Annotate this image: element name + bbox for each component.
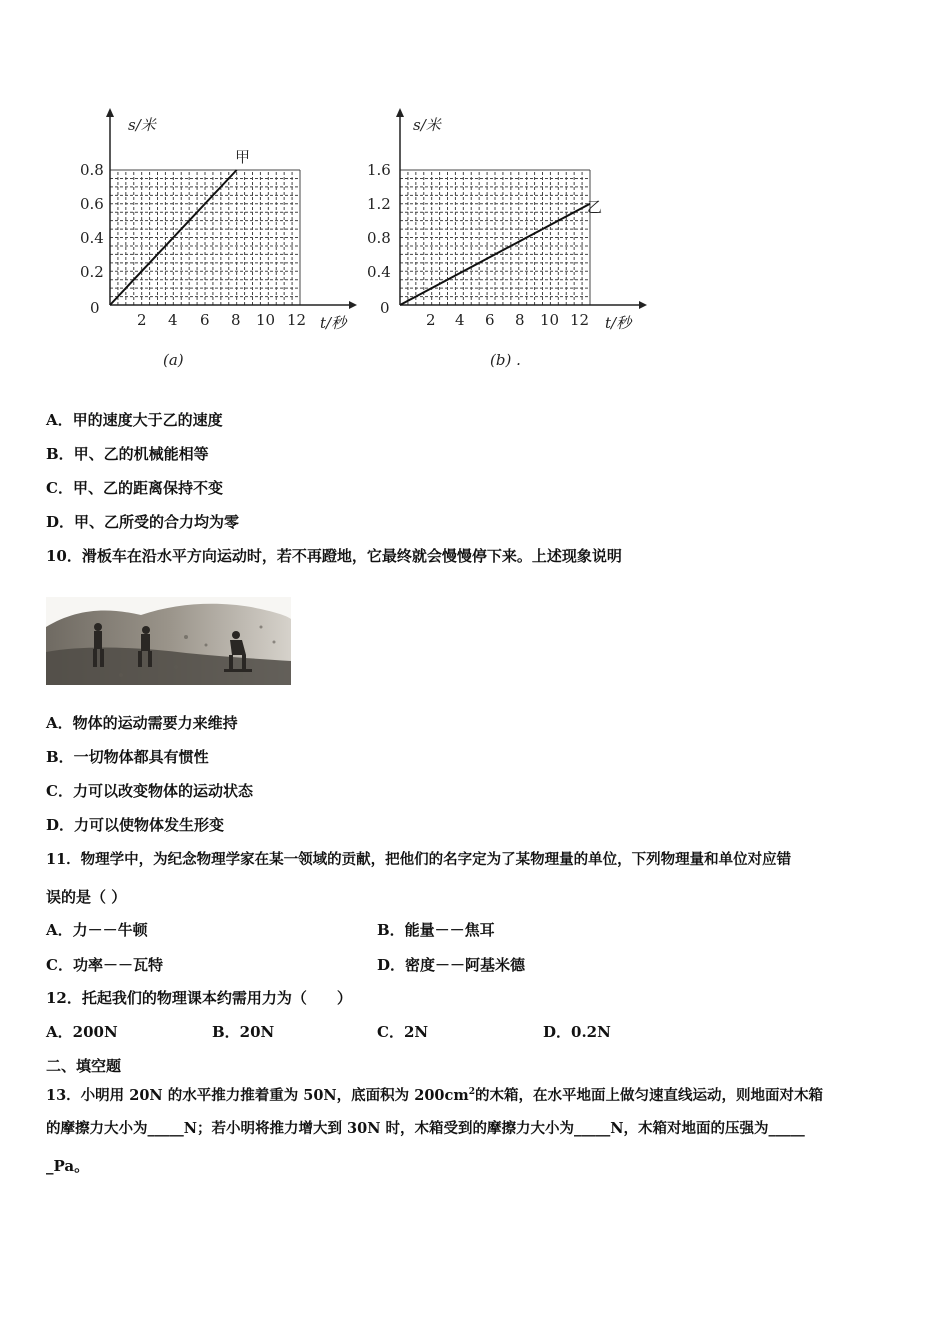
q10-option-c: C．力可以改变物体的运动状态	[46, 782, 253, 800]
q12-stem: 12．托起我们的物理课本约需用力为（ ）	[46, 989, 352, 1007]
graph-a-x-axis-label: t/秒	[320, 314, 347, 332]
graph-b-x-tick-1: 4	[455, 311, 465, 329]
graph-a-origin-label: 0	[90, 299, 100, 317]
q12-option-d: D．0.2N	[543, 1023, 611, 1041]
q10-option-b: B．一切物体都具有惯性	[46, 748, 209, 766]
q13-line3: _Pa。	[46, 1157, 90, 1175]
graph-a-x-tick-0: 2	[137, 311, 147, 329]
q11-option-a: A．力－－牛顿	[46, 921, 148, 939]
graph-a-grid	[110, 170, 300, 305]
graph-a-caption: (a)	[163, 351, 184, 369]
q9-option-d: D．甲、乙所受的合力均为零	[46, 513, 240, 531]
graph-a-y-tick-3: 0.2	[80, 263, 104, 281]
graph-b-y-tick-2: 0.8	[367, 229, 391, 247]
graph-a-x-tick-5: 12	[287, 311, 307, 329]
graph-b-x-tick-4: 10	[540, 311, 560, 329]
graph-b-x-tick-0: 2	[426, 311, 436, 329]
graph-a-y-tick-1: 0.6	[80, 195, 104, 213]
q12-option-b: B．20N	[212, 1023, 275, 1041]
graph-a	[60, 100, 370, 380]
q10-option-a: A．物体的运动需要力来维持	[46, 714, 238, 732]
q12-option-c: C．2N	[377, 1023, 429, 1041]
graph-a-svg	[60, 100, 370, 380]
graph-a-y-axis-label: s/米	[128, 116, 156, 134]
q13-line1-superscript: 2	[468, 1087, 475, 1097]
graph-a-y-tick-0: 0.8	[80, 161, 104, 179]
q9-option-c: C．甲、乙的距离保持不变	[46, 479, 223, 497]
graph-b-caption: (b) .	[490, 351, 521, 369]
q11-stem-line1: 11．物理学中，为纪念物理学家在某一领域的贡献，把他们的名字定为了某物理量的单位，下列物理量和单位对应错	[46, 851, 792, 868]
skateboard-photo-illustration	[46, 597, 291, 685]
graph-a-x-tick-3: 8	[231, 311, 241, 329]
q12-option-a: A．200N	[46, 1023, 118, 1041]
q11-option-c: C．功率－－瓦特	[46, 956, 163, 974]
graph-b	[350, 100, 660, 380]
graph-b-x-tick-3: 8	[515, 311, 525, 329]
graph-b-svg	[350, 100, 660, 380]
q9-option-a: A．甲的速度大于乙的速度	[46, 411, 223, 429]
graph-a-x-tick-2: 6	[200, 311, 210, 329]
graph-b-grid	[400, 170, 590, 305]
q13-line2: 的摩擦力大小为_____N；若小明将推力增大到 30N 时，木箱受到的摩擦力大小为_____N，木箱对地面的压强为_____	[46, 1120, 805, 1137]
q13-line1-post: 的木箱，在水平地面上做匀速直线运动，则地面对木箱	[474, 1086, 823, 1104]
graph-b-y-axis-label: s/米	[413, 116, 441, 134]
q13-line1-pre: 13．小明用 20N 的水平推力推着重为 50N，底面积为 200cm	[46, 1086, 469, 1104]
q9-option-b: B．甲、乙的机械能相等	[46, 445, 209, 463]
skateboard-photo	[46, 597, 291, 685]
q11-option-d: D．密度－－阿基米德	[377, 956, 526, 974]
graph-b-line-label: 乙	[587, 198, 603, 216]
graph-b-origin-label: 0	[380, 299, 390, 317]
q10-stem: 10．滑板车在沿水平方向运动时，若不再蹬地，它最终就会慢慢停下来。上述现象说明	[46, 547, 622, 565]
graph-b-x-tick-2: 6	[485, 311, 495, 329]
graph-b-y-tick-3: 0.4	[367, 263, 391, 281]
graph-b-y-tick-0: 1.6	[367, 161, 391, 179]
q11-stem-line2: 误的是（ ）	[46, 888, 127, 906]
graph-a-x-tick-4: 10	[256, 311, 276, 329]
graph-a-y-arrow	[106, 108, 114, 117]
graph-a-line-label: 甲	[235, 148, 251, 166]
graph-a-x-tick-1: 4	[168, 311, 178, 329]
section-title-fill-blank: 二、填空题	[46, 1057, 122, 1075]
graph-b-y-tick-1: 1.2	[367, 195, 391, 213]
graph-a-y-tick-2: 0.4	[80, 229, 104, 247]
graph-b-y-arrow	[396, 108, 404, 117]
graph-b-x-arrow	[639, 301, 647, 309]
graph-b-x-tick-5: 12	[570, 311, 590, 329]
q13-line1	[46, 1082, 823, 1106]
q11-option-b: B．能量－－焦耳	[377, 921, 495, 939]
graph-b-x-axis-label: t/秒	[605, 314, 632, 332]
q10-option-d: D．力可以使物体发生形变	[46, 816, 225, 834]
